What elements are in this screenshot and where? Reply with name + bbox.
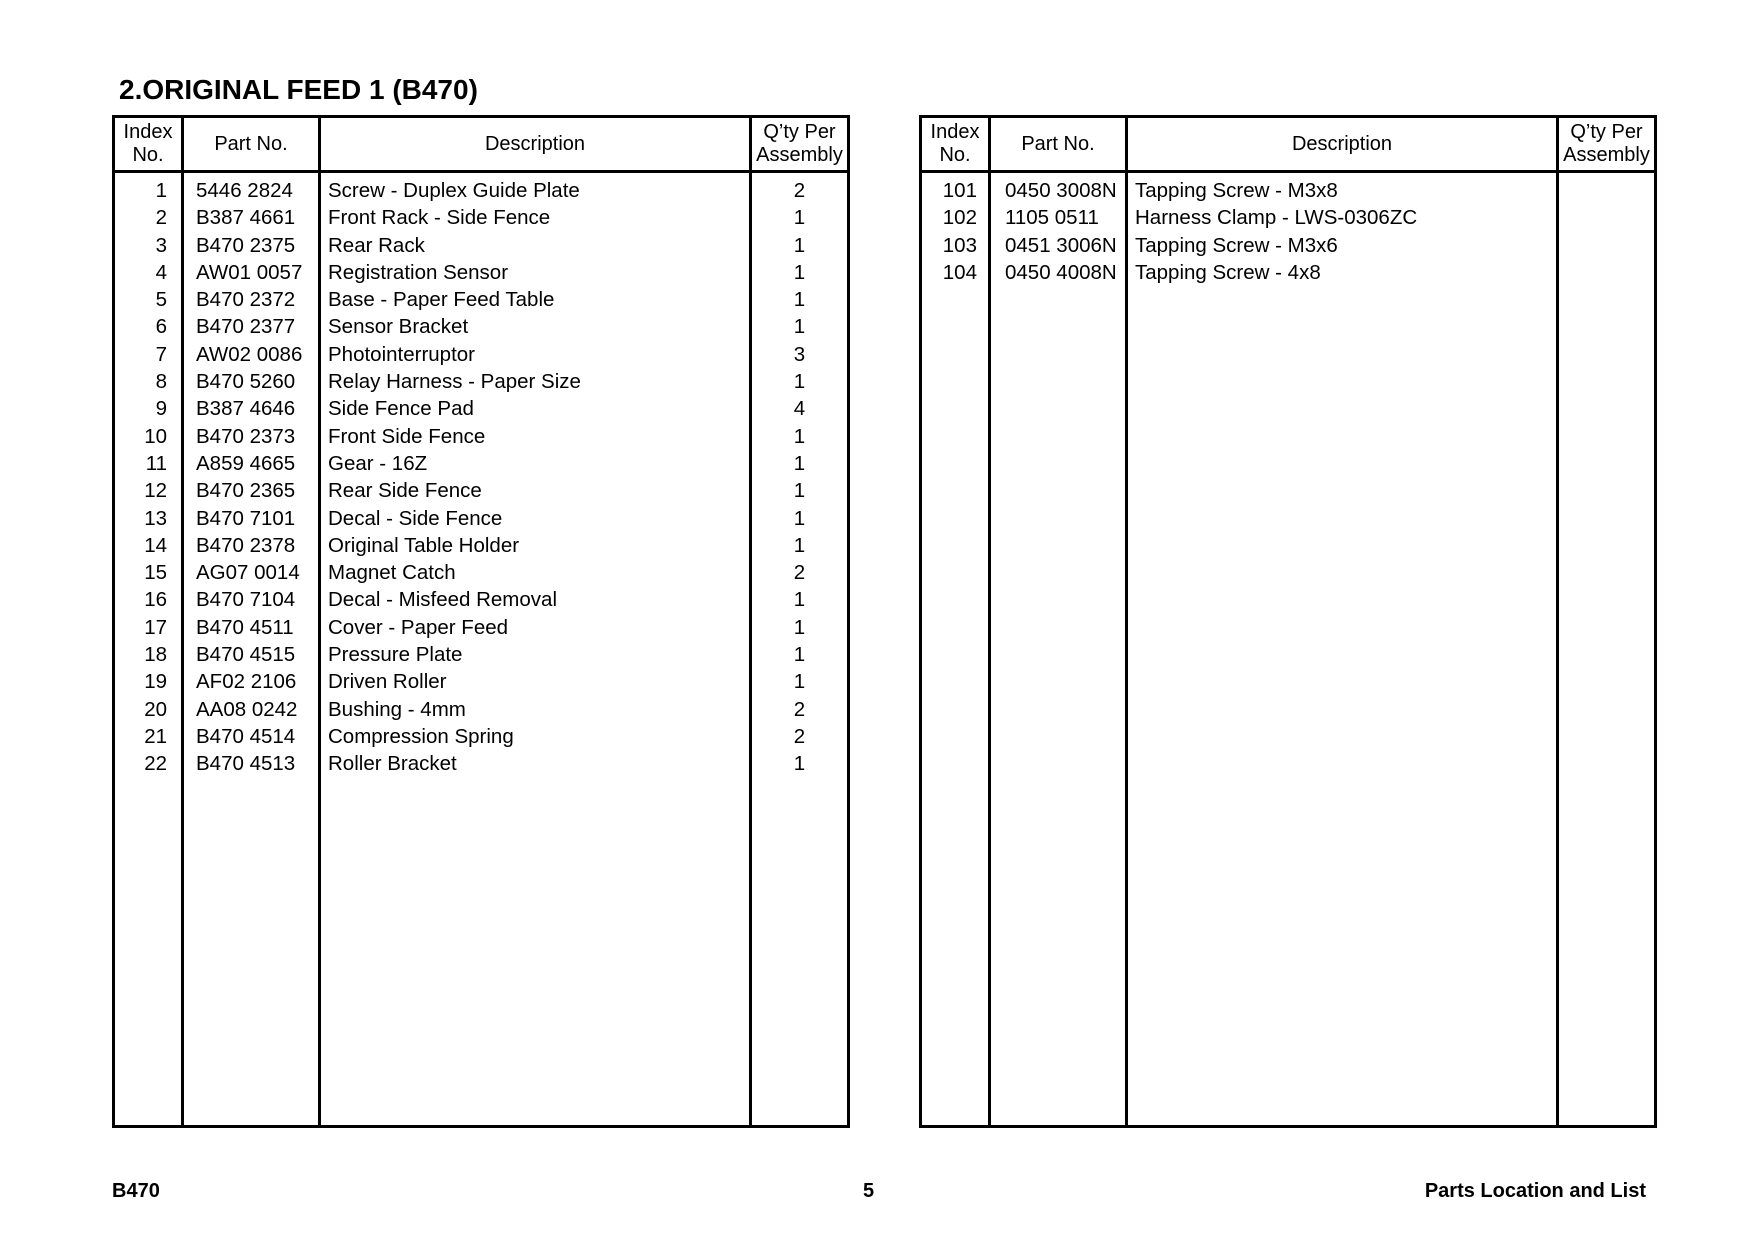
cell-part-no: 0450 3008N: [1005, 179, 1117, 202]
table-row: [115, 232, 847, 259]
cell-qty: [1559, 204, 1654, 231]
cell-index: 7: [155, 342, 167, 366]
cell-part-no: B470 4511: [196, 615, 294, 639]
page-title: 2.ORIGINAL FEED 1 (B470): [119, 74, 478, 105]
cell-part-no: B470 2377: [196, 315, 296, 339]
cell-description: Gear - 16Z: [328, 451, 428, 475]
cell-description: Bushing - 4mm: [328, 697, 466, 721]
cell-qty: 1: [793, 451, 806, 475]
parts-table-left: [112, 115, 850, 1128]
cell-part-no: AG07 0014: [196, 561, 300, 585]
cell-description: Tapping Screw - M3x6: [1135, 233, 1338, 257]
table-header: [922, 118, 1654, 170]
cell-index: 22: [144, 752, 167, 776]
cell-part-no: B470 2365: [196, 479, 296, 503]
header-qty: Q’ty Per Assembly: [1563, 121, 1650, 166]
cell-qty: 2: [793, 179, 806, 202]
cell-qty: 2: [793, 697, 806, 721]
table-row: [922, 204, 1654, 231]
cell-index: 4: [155, 260, 167, 284]
cell-description: Rear Rack: [328, 233, 425, 257]
cell-index: 101: [942, 179, 977, 202]
cell-qty: 1: [793, 670, 806, 694]
cell-part-no: B387 4661: [196, 206, 296, 230]
cell-index: 102: [942, 206, 977, 230]
footer-page-number: 5: [863, 1180, 875, 1202]
table-row: [115, 750, 847, 777]
cell-part-no: B470 7101: [196, 506, 296, 530]
table-row: [115, 532, 847, 559]
table-row: [115, 477, 847, 504]
cell-qty: 4: [793, 397, 806, 421]
table-header: [115, 118, 847, 170]
cell-qty: 1: [793, 315, 806, 339]
cell-part-no: 1105 0511: [1005, 206, 1099, 230]
cell-index: 5: [155, 288, 167, 312]
cell-description: Driven Roller: [328, 670, 447, 694]
cell-index: 8: [155, 370, 167, 394]
cell-index: 14: [144, 533, 167, 557]
cell-description: Tapping Screw - M3x8: [1135, 179, 1338, 202]
cell-index: 10: [144, 424, 167, 448]
cell-index: 11: [145, 451, 167, 475]
cell-part-no: A859 4665: [196, 451, 296, 475]
footer-model: B470: [112, 1180, 160, 1202]
cell-description: Sensor Bracket: [328, 315, 469, 339]
table-row: [922, 177, 1654, 204]
table-row: [115, 696, 847, 723]
table-row: [115, 559, 847, 586]
cell-qty: 1: [793, 506, 806, 530]
cell-part-no: B470 2373: [196, 424, 296, 448]
table-row: [922, 232, 1654, 259]
cell-part-no: B470 2375: [196, 233, 296, 257]
cell-index: 9: [155, 397, 167, 421]
cell-part-no: 0451 3006N: [1005, 233, 1117, 257]
cell-qty: 1: [793, 588, 806, 612]
cell-qty: 1: [793, 233, 806, 257]
footer-section: Parts Location and List: [1424, 1180, 1646, 1202]
cell-part-no: B470 2372: [196, 288, 296, 312]
cell-part-no: AW02 0086: [196, 342, 303, 366]
table-row: [115, 723, 847, 750]
table-row: [115, 586, 847, 613]
cell-description: Photointerruptor: [328, 342, 476, 366]
cell-description: Original Table Holder: [328, 533, 520, 557]
cell-qty: 1: [793, 206, 806, 230]
cell-part-no: AF02 2106: [196, 670, 297, 694]
cell-description: Screw - Duplex Guide Plate: [328, 179, 580, 202]
table-row: [115, 423, 847, 450]
cell-part-no: B470 7104: [196, 588, 296, 612]
cell-index: 13: [144, 506, 167, 530]
table-row: [115, 341, 847, 368]
cell-part-no: AW01 0057: [196, 260, 303, 284]
cell-description: Harness Clamp - LWS-0306ZC: [1135, 206, 1418, 230]
table-row: [115, 177, 847, 204]
cell-index: 19: [144, 670, 167, 694]
cell-index: 21: [144, 724, 167, 748]
cell-description: Base - Paper Feed Table: [328, 288, 555, 312]
cell-part-no: B470 4513: [196, 752, 296, 776]
cell-description: Decal - Side Fence: [328, 506, 503, 530]
cell-qty: 1: [793, 370, 806, 394]
cell-index: 103: [942, 233, 977, 257]
cell-index: 6: [155, 315, 167, 339]
cell-description: Decal - Misfeed Removal: [328, 588, 557, 612]
cell-part-no: 5446 2824: [196, 179, 293, 202]
cell-description: Front Side Fence: [328, 424, 486, 448]
cell-description: Relay Harness - Paper Size: [328, 370, 581, 394]
cell-description: Pressure Plate: [328, 643, 463, 667]
table-row: [115, 641, 847, 668]
table-row: [115, 286, 847, 313]
cell-index: 104: [942, 260, 977, 284]
header-index: Index No.: [930, 121, 980, 166]
cell-index: 18: [144, 643, 167, 667]
table-row: [922, 259, 1654, 286]
cell-qty: [1559, 259, 1654, 286]
table-row: [115, 505, 847, 532]
header-part-no: Part No.: [1021, 132, 1095, 155]
table-row: [115, 450, 847, 477]
cell-description: Compression Spring: [328, 724, 514, 748]
cell-index: 3: [155, 233, 167, 257]
cell-description: Tapping Screw - 4x8: [1135, 260, 1321, 284]
cell-description: Cover - Paper Feed: [328, 615, 509, 639]
cell-qty: 1: [793, 479, 806, 503]
cell-part-no: B470 4515: [196, 643, 296, 667]
header-description: Description: [1291, 132, 1393, 155]
cell-index: 17: [144, 615, 167, 639]
cell-part-no: B470 5260: [196, 370, 296, 394]
header-divider: [922, 170, 1654, 173]
cell-qty: [1559, 177, 1654, 204]
cell-description: Rear Side Fence: [328, 479, 482, 503]
table-row: [115, 614, 847, 641]
header-qty: Q’ty Per Assembly: [756, 121, 843, 166]
table-body: [922, 177, 1654, 286]
cell-qty: 1: [793, 533, 806, 557]
table-row: [115, 313, 847, 340]
cell-part-no: B387 4646: [196, 397, 296, 421]
cell-qty: 1: [793, 643, 806, 667]
table-row: [115, 668, 847, 695]
cell-index: 16: [144, 588, 167, 612]
cell-index: 15: [144, 561, 167, 585]
cell-qty: 1: [793, 288, 806, 312]
cell-description: Registration Sensor: [328, 260, 509, 284]
cell-qty: 2: [793, 561, 806, 585]
parts-table-right: [919, 115, 1657, 1128]
table-row: [115, 259, 847, 286]
header-description: Description: [484, 132, 586, 155]
cell-description: Side Fence Pad: [328, 397, 474, 421]
cell-part-no: B470 4514: [196, 724, 296, 748]
cell-description: Roller Bracket: [328, 752, 457, 776]
cell-part-no: AA08 0242: [196, 697, 298, 721]
cell-qty: [1559, 232, 1654, 259]
cell-qty: 1: [793, 424, 806, 448]
table-body: [115, 177, 847, 778]
cell-description: Magnet Catch: [328, 561, 456, 585]
cell-qty: 2: [793, 724, 806, 748]
cell-qty: 1: [793, 615, 806, 639]
header-divider: [115, 170, 847, 173]
cell-index: 12: [144, 479, 167, 503]
table-row: [115, 395, 847, 422]
cell-index: 1: [155, 179, 167, 202]
header-part-no: Part No.: [214, 132, 288, 155]
cell-qty: 1: [793, 260, 806, 284]
table-row: [115, 368, 847, 395]
cell-part-no: 0450 4008N: [1005, 260, 1117, 284]
cell-index: 20: [144, 697, 167, 721]
cell-part-no: B470 2378: [196, 533, 296, 557]
cell-description: Front Rack - Side Fence: [328, 206, 551, 230]
cell-qty: 1: [793, 752, 806, 776]
table-row: [115, 204, 847, 231]
cell-qty: 3: [793, 342, 806, 366]
cell-index: 2: [155, 206, 167, 230]
header-index: Index No.: [123, 121, 173, 166]
